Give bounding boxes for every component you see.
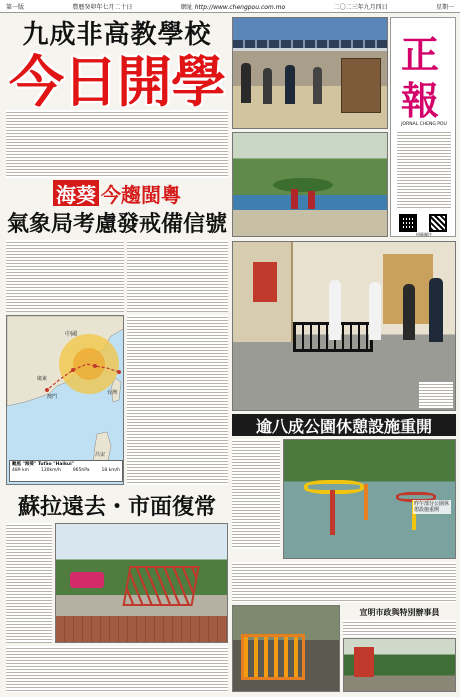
barcode-label: 掃碼關注 [416, 232, 432, 237]
school-photo-yard [232, 132, 388, 237]
map-label-macau: 澳門 [47, 394, 58, 400]
typhoon-article-text-right [127, 240, 228, 312]
issue-date: 二〇二三年九月四日 [333, 3, 388, 11]
website-label: 網址 http://www.chengpou.com.mo [180, 3, 286, 11]
masthead-char-1: 正 [401, 32, 440, 77]
parks-photo-closed-facility [232, 605, 340, 692]
map-label-luzon: 呂宋 [95, 452, 106, 458]
qr-code-icon [429, 214, 447, 232]
map-label-guangdong: 廣東 [37, 376, 48, 382]
lunar-date: 農曆癸卯年七月二十日 [72, 3, 133, 11]
school-kicker: 九成非高教學校 [22, 19, 212, 47]
school-article-text [6, 110, 228, 178]
school-photo-corridor [232, 241, 456, 411]
parks-article-text-left [232, 439, 280, 549]
masthead [390, 17, 456, 237]
bottom-right-photo [343, 638, 456, 692]
typhoon-article-text-middle [127, 315, 228, 485]
map-legend: 颱風 "海葵" Tufão "Haikui" 489 km 130km/h 965hPa 18 km/h [9, 460, 123, 482]
typhoon-kicker: 海葵 今趨閩粵 [6, 180, 228, 206]
recovery-article-text-bottom [6, 646, 228, 692]
typhoon-track-map [6, 315, 124, 485]
masthead-char-2: 報 [401, 78, 440, 123]
page-number: 第一版 [6, 3, 25, 11]
recovery-article-text-left [6, 523, 52, 643]
bottom-right-headline: 宣明市政與特別辦事員 [359, 607, 440, 617]
typhoon-headline: 氣象局考慮發戒備信號 [6, 210, 227, 237]
masthead-side-text: JORNAL CHENG POU [401, 122, 447, 127]
qr-code-icon [399, 214, 417, 232]
parks-caption: 昨午部分公園休憩設施重開 [414, 501, 450, 513]
recovery-photo-street [55, 523, 228, 643]
page-header-strip [0, 0, 460, 13]
parks-article-text-bottom [232, 562, 456, 602]
map-label-china: 中國 [65, 331, 78, 338]
school-photo-lobby [232, 17, 388, 129]
parks-headline: 逾八成公園休憩設施重開 [232, 414, 456, 436]
issue-weekday: 星期一 [435, 3, 454, 11]
parks-photo-equipment [283, 439, 456, 559]
school-headline: 今日開學 [8, 49, 225, 107]
recovery-headline: 蘇拉遠去・市面復常 [17, 493, 216, 520]
bottom-right-text [343, 620, 456, 636]
typhoon-article-text-left [6, 240, 124, 312]
map-label-taiwan: 台灣 [107, 390, 118, 396]
